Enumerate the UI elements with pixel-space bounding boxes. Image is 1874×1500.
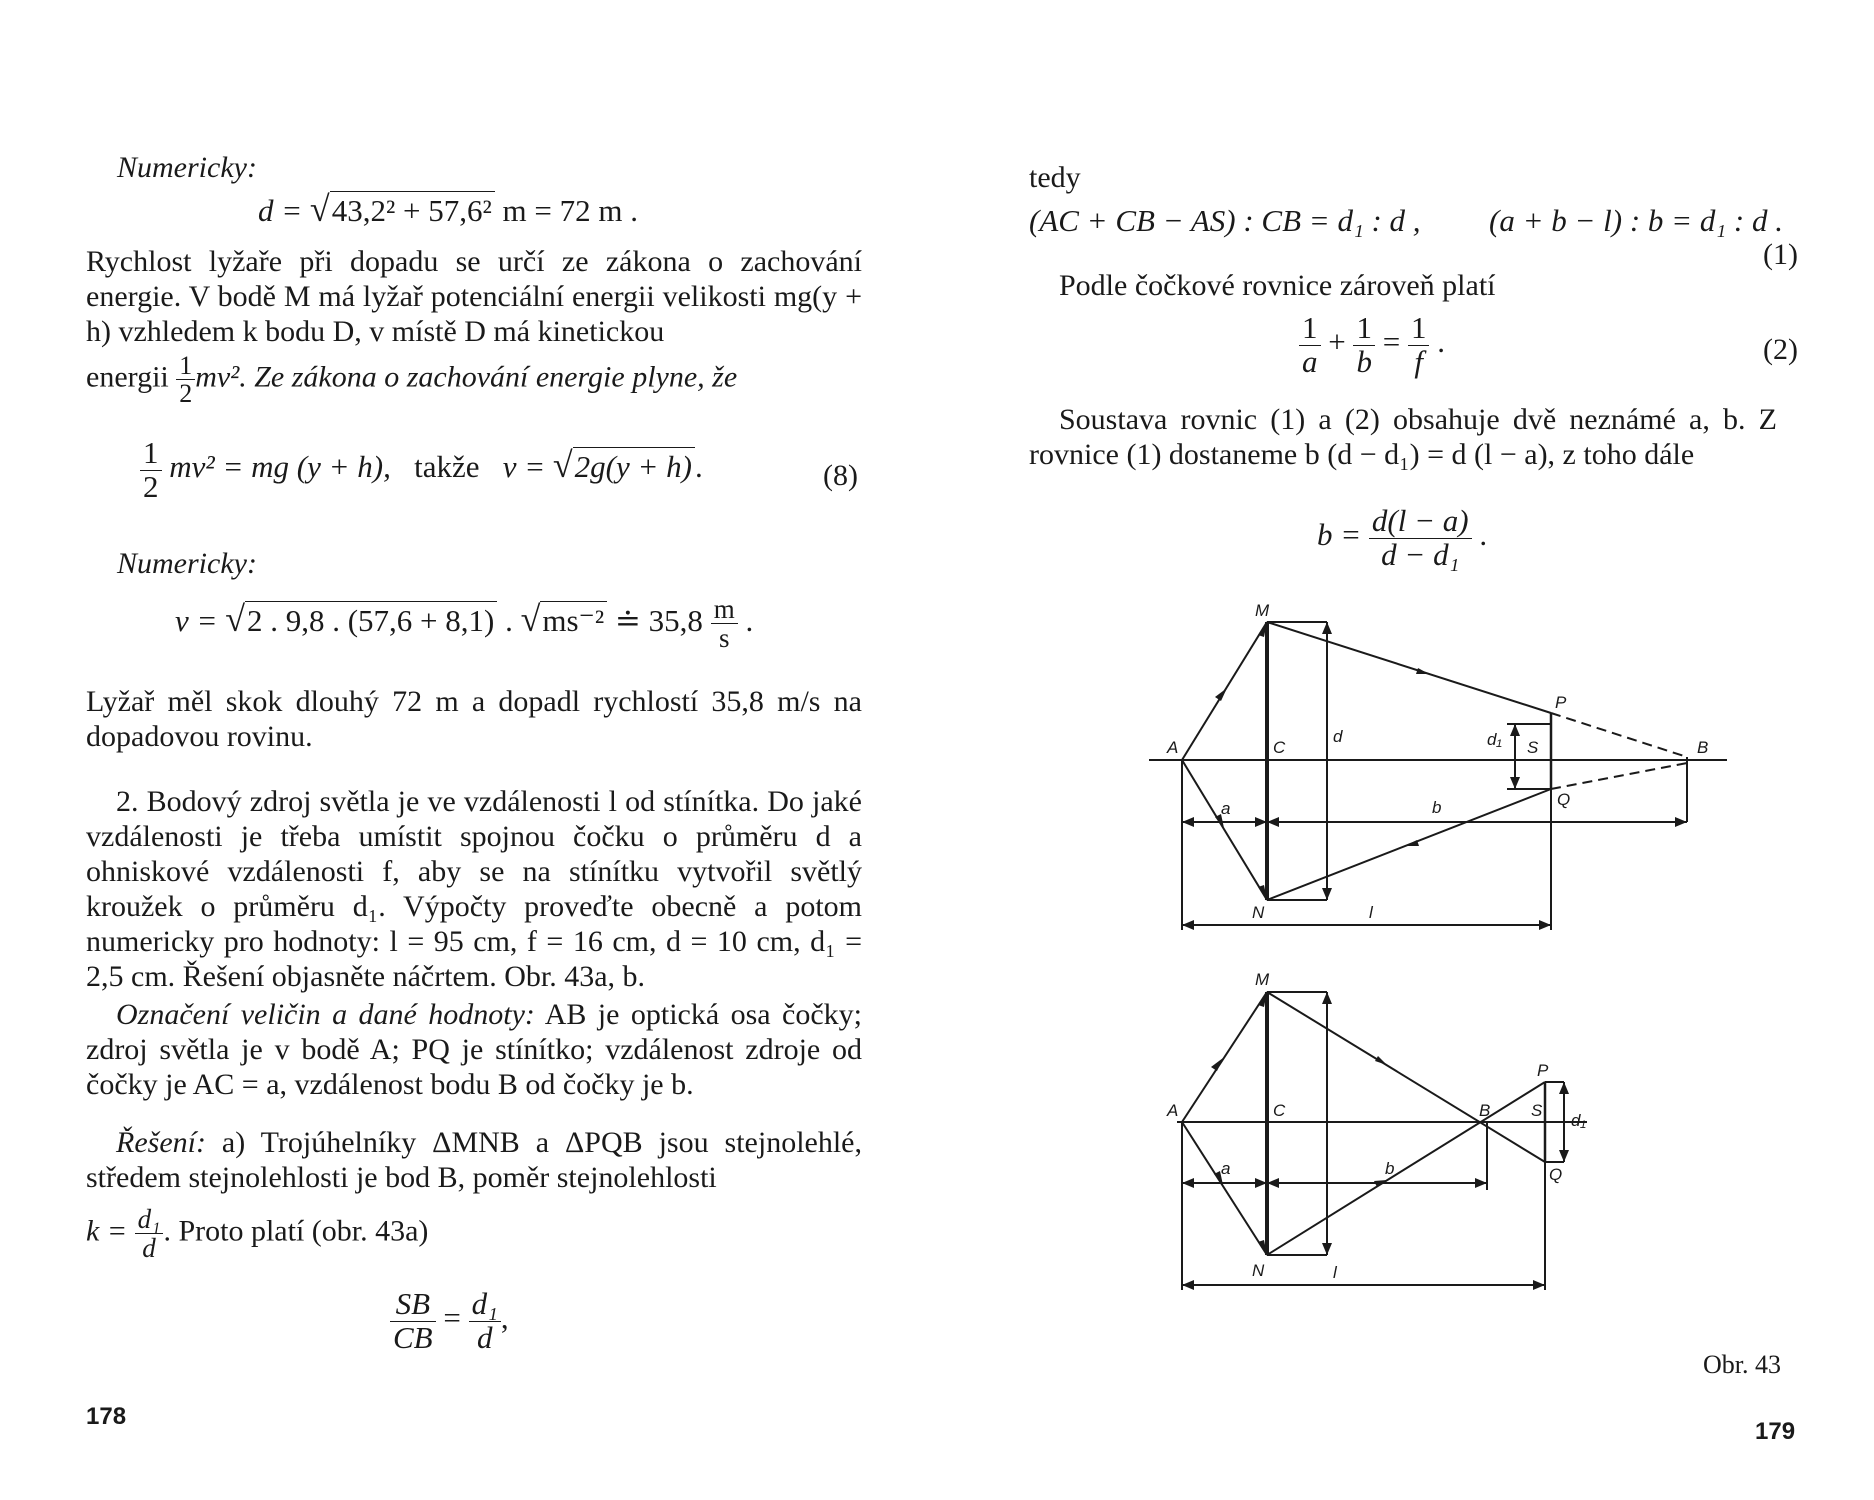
label-s: S <box>1527 738 1539 757</box>
label-a-dist-b: a <box>1221 1159 1231 1178</box>
ray-np-b <box>1267 1082 1545 1255</box>
right-page <box>937 0 1874 1500</box>
text-podle: Podle čočkové rovnice zároveň platí <box>1059 269 1496 302</box>
paragraph-reseni: Řešení: a) Trojúhelníky ΔMNB a ΔPQB jsou stejnolehlé, středem stejnolehlosti je bod B, poměr stejnolehlosti <box>86 1126 862 1194</box>
equation-8: $\frac{1}{2}$ mv² = mg (y + h), takže v = √2g(y + h). <box>140 437 703 503</box>
label-p: P <box>1555 693 1567 712</box>
label-b-point-b: B <box>1479 1101 1491 1120</box>
ray-an <box>1182 760 1267 900</box>
label-a-dist: a <box>1221 799 1231 818</box>
label-d: d <box>1333 727 1343 746</box>
label-l: l <box>1369 903 1373 922</box>
paragraph-k: k = $\frac{\text{d₁}}{d}$ . Proto platí (obr. 43a) <box>86 1204 429 1264</box>
ray-an-b <box>1182 1122 1267 1255</box>
label-d1: d₁ <box>1487 730 1502 749</box>
figure-43b <box>1137 960 1737 1305</box>
equation-1-number: (1) <box>1763 238 1798 271</box>
ray-mp <box>1267 622 1551 713</box>
equation-2: $\frac{1}{a}$ + $\frac{1}{b}$ = $\frac{1}{f}$ . <box>1299 312 1445 378</box>
label-c: C <box>1273 738 1286 757</box>
label-q-b: Q <box>1549 1165 1563 1184</box>
page-number-right: 179 <box>1755 1418 1796 1445</box>
equation-b: b = $\frac{d(l - a)}{\text{d − d₁}}$ . <box>1317 503 1488 572</box>
figure-caption: Obr. 43 <box>1703 1350 1781 1379</box>
label-b-point: B <box>1697 738 1709 757</box>
label-m-b: M <box>1255 970 1270 989</box>
label-c-b: C <box>1273 1101 1286 1120</box>
label-b-dist-b: b <box>1385 1159 1395 1178</box>
ray-am-b <box>1182 992 1267 1122</box>
equation-sb: $\frac{SB}{CB}$ = $\frac{\text{d₁}}{d}$ , <box>390 1288 509 1354</box>
equation-1a: (AC + CB − AS) : CB = d₁ : d , <box>1029 203 1421 238</box>
label-n: N <box>1252 903 1265 922</box>
page-number-left: 178 <box>86 1403 127 1430</box>
label-n-b: N <box>1252 1261 1265 1280</box>
paragraph-energy-line4: energii $\frac{1}{2}$ mv². Ze zákona o zachování energie plyne, že <box>86 351 738 409</box>
paragraph-soustava: Soustava rovnic (1) a (2) obsahuje dvě neznámé a, b. Z rovnice (1) dostaneme b (d − d₁) = d (l − a), z toho dále <box>1029 403 1777 471</box>
numericky-label-1: Numericky: <box>117 151 257 184</box>
paragraph-energy: Rychlost lyžaře při dopadu se určí ze zákona o zachování energie. V bodě M má lyžař potenciální energii velikosti mg(y + h) vzhledem k bodu D, v místě D má kinetickou <box>86 245 862 348</box>
label-s-b: S <box>1531 1101 1543 1120</box>
label-p-b: P <box>1537 1061 1549 1080</box>
label-a-point: A <box>1167 738 1179 757</box>
equation-8-number: (8) <box>823 459 858 492</box>
label-l-b: l <box>1333 1263 1337 1282</box>
paragraph-task: 2. Bodový zdroj světla je ve vzdálenosti l od stínítka. Do jaké vzdálenosti je třeba umístit spojnou čočku o průměru d a ohniskové vzdálenosti f, aby se na stínítku vytvořil světlý kroužek o průměru d₁. Výpočty proveďte obecně a potom numericky pro hodnoty: l = 95 cm, f = 16 cm, d = 10 cm, d₁ = 2,5 cm. Řešení objasněte náčrtem. Obr. 43a, b. <box>86 785 862 993</box>
figure-43a <box>1137 600 1737 945</box>
equation-v: v = √2 . 9,8 . (57,6 + 8,1) . √ms⁻² ≐ 35,8 $\frac{m}{s}$ . <box>175 594 754 654</box>
label-a-point-b: A <box>1167 1101 1179 1120</box>
label-b-dist: b <box>1432 798 1442 817</box>
equation-d: d = √43,2² + 57,6² m = 72 m . <box>258 189 638 229</box>
equation-2-number: (2) <box>1763 333 1798 366</box>
paragraph-oznaceni: Označení veličin a dané hodnoty: AB je optická osa čočky; zdroj světla je v bodě A; PQ je stínítko; vzdálenost zdroje od čočky je AC = a, vzdálenost bodu B od čočky je b. <box>86 998 862 1101</box>
numericky-label-2: Numericky: <box>117 547 257 580</box>
paragraph-skok: Lyžař měl skok dlouhý 72 m a dopadl rychlostí 35,8 m/s na dopadovou rovinu. <box>86 685 862 753</box>
equation-1b: (a + b − l) : b = d₁ : d . <box>1489 203 1783 238</box>
ray-mq-b <box>1267 992 1545 1162</box>
text-tedy: tedy <box>1029 161 1081 194</box>
label-m: M <box>1255 601 1270 620</box>
label-d1-b: d₁ <box>1571 1111 1586 1130</box>
label-q: Q <box>1557 790 1571 809</box>
